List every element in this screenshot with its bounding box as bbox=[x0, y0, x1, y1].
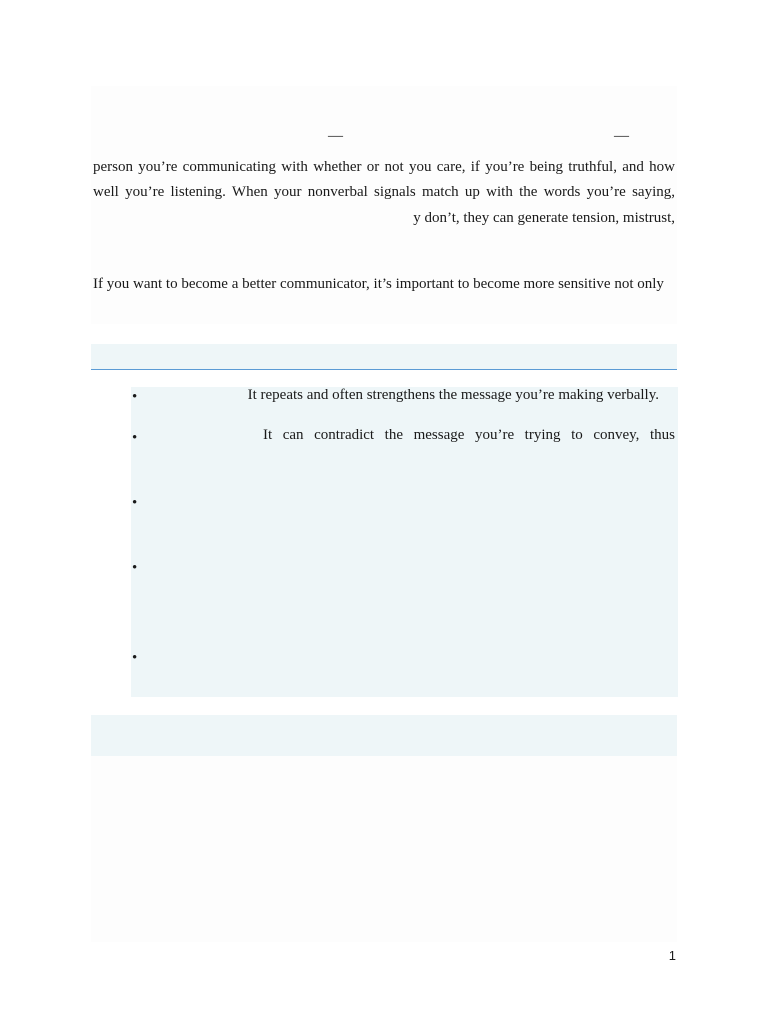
list-item: It repeats and often strengthens the message you’re making verbally. bbox=[247, 387, 659, 403]
content-block bbox=[91, 756, 677, 942]
paragraph-line: If you want to become a better communicator, it’s important to become more sensitive not only bbox=[93, 276, 664, 292]
em-dash: — bbox=[614, 128, 629, 144]
section-heading-band bbox=[91, 344, 677, 369]
section-heading-band bbox=[91, 715, 677, 756]
paragraph-line: well you’re listening. When your nonverbal signals match up with the words you’re saying, bbox=[93, 184, 675, 200]
heading-underline-rule bbox=[91, 369, 677, 370]
paragraph-line: person you’re communicating with whether or not you care, if you’re being truthful, and how bbox=[93, 159, 675, 175]
list-item: It can contradict the message you’re trying to convey, thus bbox=[263, 427, 675, 443]
bullet-marker: • bbox=[132, 495, 138, 511]
bullet-marker: • bbox=[132, 430, 138, 446]
bullet-marker: • bbox=[132, 389, 138, 405]
bullet-marker: • bbox=[132, 650, 138, 666]
page-number: 1 bbox=[668, 948, 676, 963]
bullet-marker: • bbox=[132, 560, 138, 576]
em-dash: — bbox=[328, 128, 343, 144]
paragraph-line: y don’t, they can generate tension, mistrust, bbox=[413, 210, 675, 226]
